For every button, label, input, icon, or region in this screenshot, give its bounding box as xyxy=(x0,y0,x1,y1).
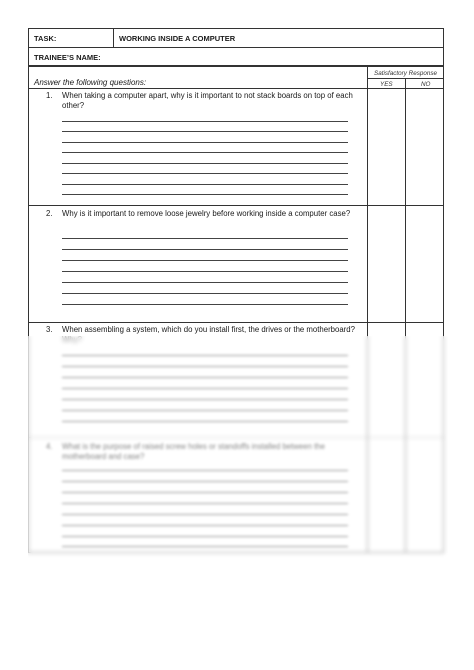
answer-line xyxy=(62,514,348,515)
trainee-name-label: TRAINEE’S NAME: xyxy=(34,53,101,62)
question-number: 4. xyxy=(46,442,53,451)
answer-line xyxy=(62,377,348,378)
answer-line xyxy=(62,194,348,195)
question-number: 2. xyxy=(46,209,53,218)
answer-line xyxy=(62,131,348,132)
task-row xyxy=(29,29,443,47)
header-table xyxy=(28,28,444,66)
question-text: Why is it important to remove loose jewelry before working inside a computer case? xyxy=(62,209,351,218)
answer-line xyxy=(62,304,348,305)
answer-line xyxy=(62,536,348,537)
instructions: Answer the following questions: xyxy=(34,78,147,87)
question-text: When assembling a system, which do you install first, the drives or the motherboard? xyxy=(62,325,355,334)
answer-line xyxy=(62,388,348,389)
question-text: What is the purpose of raised screw holes or standoffs installed between the motherboard and case? xyxy=(62,442,325,461)
answer-line xyxy=(62,399,348,400)
answer-line xyxy=(62,293,348,294)
answer-line xyxy=(62,184,348,185)
answer-line xyxy=(62,481,348,482)
answer-line xyxy=(62,238,348,239)
answer-line xyxy=(62,503,348,504)
response-subheader-line xyxy=(28,88,444,89)
response-header-line xyxy=(367,78,444,79)
no-column-heading: NO xyxy=(421,81,431,88)
answer-line xyxy=(62,410,348,411)
answer-line xyxy=(62,152,348,153)
header-col-divider xyxy=(113,29,114,47)
answer-line xyxy=(62,355,348,356)
question-number: 3. xyxy=(46,325,53,334)
answer-line xyxy=(62,282,348,283)
answer-line xyxy=(62,249,348,250)
answer-line xyxy=(62,163,348,164)
answer-line xyxy=(62,421,348,422)
answer-line xyxy=(62,142,348,143)
answer-line xyxy=(62,121,348,122)
answer-line xyxy=(62,271,348,272)
row-divider-1 xyxy=(28,205,444,206)
task-label: TASK: xyxy=(34,34,57,43)
answer-line xyxy=(62,525,348,526)
answer-line xyxy=(62,546,348,547)
trainee-row xyxy=(29,48,443,66)
row-divider-2 xyxy=(28,322,444,323)
answer-line xyxy=(62,173,348,174)
answer-line xyxy=(62,260,348,261)
satisfactory-response-heading: Satisfactory Response xyxy=(374,70,437,77)
question-number: 1. xyxy=(46,91,53,100)
answer-line xyxy=(62,470,348,471)
answer-line xyxy=(62,492,348,493)
yes-column-heading: YES xyxy=(380,81,393,88)
task-title: WORKING INSIDE A COMPUTER xyxy=(119,34,236,43)
question-text: When taking a computer apart, why is it important to not stack boards on top of each other? xyxy=(62,91,353,110)
answer-line xyxy=(62,366,348,367)
